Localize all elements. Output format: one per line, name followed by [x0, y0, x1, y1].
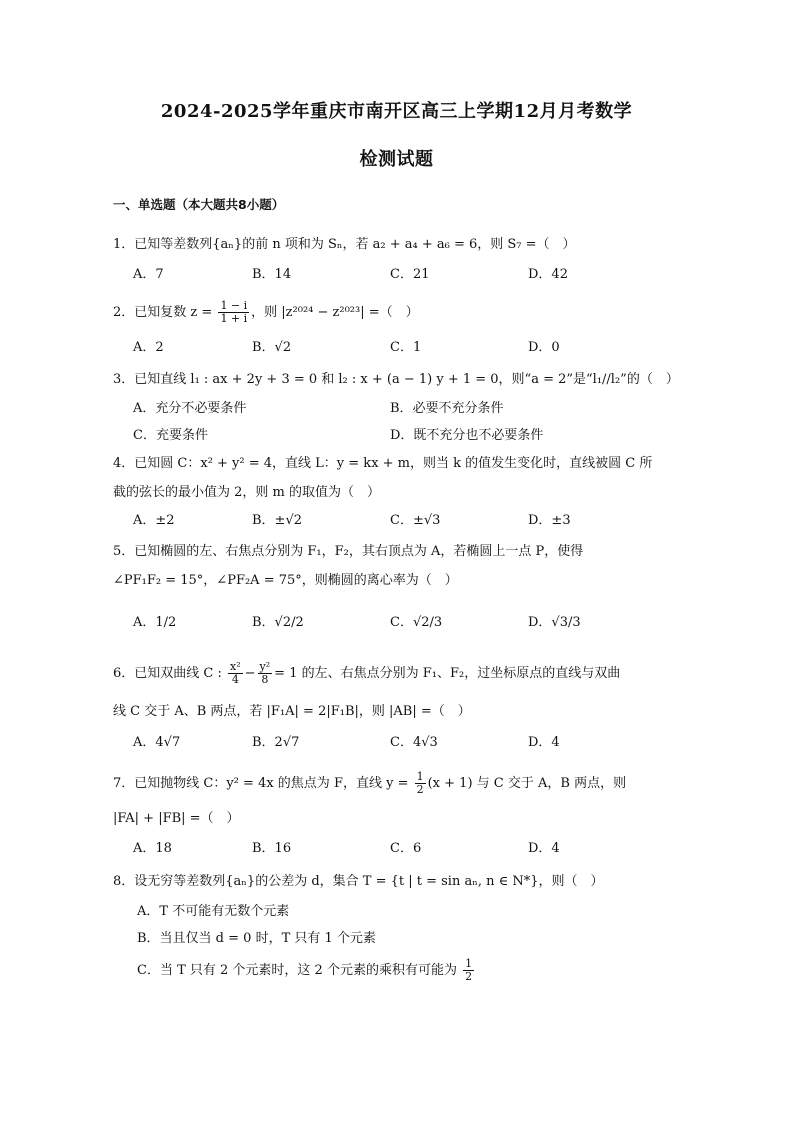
option-b: B．必要不充分条件: [390, 401, 504, 416]
fraction-denominator: 4: [231, 673, 239, 686]
option-a: A．充分不必要条件: [133, 401, 247, 416]
question-text: 已知等差数列{aₙ}的前 n 项和为 Sₙ，若 a₂ + a₄ + a₆ = 6，则 S₇ =（ ）: [134, 237, 576, 252]
fraction-numerator: 1: [465, 957, 473, 970]
question-text-tail: (x + 1) 与 C 交于 A，B 两点，则: [427, 776, 627, 791]
fraction: [218, 300, 249, 325]
fraction: [258, 661, 273, 686]
option-a: A．2: [133, 340, 164, 355]
option-d: D．42: [528, 267, 568, 282]
option-c-text: C．当 T 只有 2 个元素时，这 2 个元素的乘积有可能为: [137, 963, 457, 978]
question-text: 已知复数 z =: [134, 305, 213, 320]
question-3: [113, 371, 679, 389]
option-b: B．2√7: [252, 735, 300, 750]
question-6: [113, 661, 620, 686]
question-number: 3．: [113, 372, 135, 387]
question-number: 4．: [113, 456, 135, 471]
question-number: 2．: [113, 305, 135, 320]
fraction-denominator: 1 + i: [220, 312, 248, 325]
option-b: B．14: [252, 267, 292, 282]
question-1: [113, 236, 576, 254]
option-b: B．±√2: [252, 513, 303, 528]
fraction: [228, 661, 243, 686]
option-a: A．1/2: [133, 615, 177, 630]
minus-sign: −: [244, 666, 256, 681]
option-d: D．4: [528, 735, 560, 750]
fraction-denominator: 2: [416, 783, 424, 796]
fraction-numerator: x²: [230, 660, 241, 673]
fraction-numerator: y²: [259, 660, 271, 673]
option-c: [137, 958, 476, 983]
option-c: C．4√3: [390, 735, 438, 750]
question-number: 6．: [113, 666, 135, 681]
question-number: 1．: [113, 237, 135, 252]
option-c: C．6: [390, 841, 422, 856]
option-d: D．±3: [528, 513, 571, 528]
option-c: C．21: [390, 267, 430, 282]
page-title: 2024-2025学年重庆市南开区高三上学期12月月考数学: [160, 101, 633, 122]
fraction-denominator: 8: [261, 673, 269, 686]
question-number: 7．: [113, 776, 135, 791]
option-b: B．√2: [252, 340, 292, 355]
section-heading: 一、单选题（本大题共8小题）: [113, 197, 285, 212]
question-7-line-2: |FA| + |FB| =（ ）: [113, 811, 240, 826]
fraction-numerator: 1 − i: [220, 299, 248, 312]
question-text: 设无穷等差数列{aₙ}的公差为 d，集合 T = {t | t = sin aₙ, n ∈ N*}，则（ ）: [134, 874, 604, 889]
option-d: D．√3/3: [528, 615, 581, 630]
fraction: [463, 958, 474, 983]
question-text: 已知抛物线 C：y² = 4x 的焦点为 F，直线 y =: [134, 776, 409, 791]
question-text-tail: = 1 的左、右焦点分别为 F₁、F₂，过坐标原点的直线与双曲: [274, 666, 621, 681]
question-6-line-2: 线 C 交于 A、B 两点，若 |F₁A| = 2|F₁B|，则 |AB| =（ ）: [113, 704, 471, 719]
option-a: A．±2: [133, 513, 175, 528]
option-d: D．4: [528, 841, 560, 856]
option-b: B．√2/2: [252, 615, 304, 630]
option-a: A．T 不可能有无数个元素: [137, 904, 290, 919]
question-4: [113, 455, 652, 473]
question-number: 5．: [113, 544, 135, 559]
option-a: A．7: [133, 267, 164, 282]
fraction-denominator: 2: [465, 970, 473, 983]
question-number: 8．: [113, 874, 135, 889]
option-b: B．16: [252, 841, 292, 856]
question-5-line-2: ∠PF₁F₂ = 15°，∠PF₂A = 75°，则椭圆的离心率为（ ）: [113, 573, 458, 588]
question-text: 已知圆 C：x² + y² = 4，直线 L：y = kx + m，则当 k 的值发生变化时，直线被圆 C 所: [134, 456, 653, 471]
page-subtitle: 检测试题: [359, 149, 434, 170]
option-c: C．±√3: [390, 513, 441, 528]
option-c: C．充要条件: [133, 428, 208, 443]
question-7: [113, 771, 626, 796]
option-a: A．4√7: [133, 735, 181, 750]
question-text-tail: ，则 |z²⁰²⁴ − z²⁰²³| =（ ）: [251, 305, 419, 320]
option-d: D．0: [528, 340, 560, 355]
question-2: [113, 300, 419, 325]
question-text: 已知直线 l₁ : ax + 2y + 3 = 0 和 l₂ : x + (a − 1) y + 1 = 0，则“a = 2”是“l₁//l₂”的（ ）: [134, 372, 679, 387]
option-c: C．1: [390, 340, 422, 355]
option-c: C．√2/3: [390, 615, 443, 630]
question-5: [113, 543, 583, 561]
question-text: 已知双曲线 C :: [134, 666, 222, 681]
question-4-line-2: 截的弦长的最小值为 2，则 m 的取值为（ ）: [113, 485, 380, 500]
option-d: D．既不充分也不必要条件: [390, 428, 544, 443]
option-b: B．当且仅当 d = 0 时，T 只有 1 个元素: [137, 931, 376, 946]
question-8: [113, 873, 604, 891]
fraction-numerator: 1: [416, 770, 424, 783]
option-a: A．18: [133, 841, 172, 856]
fraction: [415, 771, 426, 796]
question-text: 已知椭圆的左、右焦点分别为 F₁，F₂，其右顶点为 A，若椭圆上一点 P，使得: [134, 544, 584, 559]
